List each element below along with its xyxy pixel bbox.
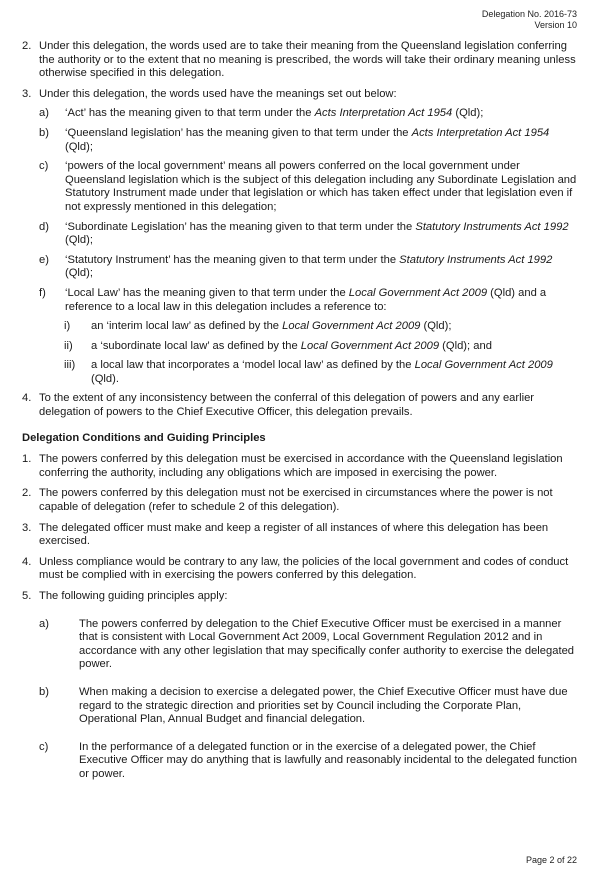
definition-a: a) ‘Act’ has the meaning given to that term under the Acts Interpretation Act 1954 (Qld); [39, 107, 484, 120]
definition-f-i: i) an ‘interim local law’ as defined by the Local Government Act 2009 (Qld); [64, 320, 452, 333]
condition-item: 4. Unless compliance would be contrary to any law, the policies of the local government and codes of conduct must be complied with in exercising the powers conferred by this delegation. [22, 555, 569, 582]
definition-f: f) ‘Local Law’ has the meaning given to that term under the Local Government Act 2009 (Qld) and a reference to a local law in this delegation includes a reference to: [39, 286, 547, 313]
guiding-principle: a) The powers conferred by delegation to the Chief Executive Officer must be exercised in a manner that is consistent with Local Government Act 2009, Local Government Regulation 2012 and in accordance with any other legislation that may specifically confer authority to exercise the delegated power. [39, 617, 575, 671]
definition-item-2: 2. Under this delegation, the words used are to take their meaning from the Queensland legislation conferring the authority or to the extent that no meaning is prescribed, the words will take their ordinary meaning unless otherwise specified in this delegation. [22, 40, 576, 80]
condition-item: 1. The powers conferred by this delegation must be exercised in accordance with the Queensland legislation conferring the authority, including any obligations which are imposed in exercising the power. [22, 453, 563, 479]
guiding-principle: c) In the performance of a delegated function or in the exercise of a delegated power, the Chief Executive Officer may do anything that is lawfully and reasonably incidental to the delegated function or power. [39, 740, 577, 780]
section-heading: Delegation Conditions and Guiding Principles [22, 431, 266, 444]
definition-f-ii: ii) a ‘subordinate local law’ as defined by the Local Government Act 2009 (Qld); and [64, 339, 492, 352]
guiding-principle: b) When making a decision to exercise a delegated power, the Chief Executive Officer must have due regard to the strategic direction and priorities set by Council including the Corporate Plan, Operational Plan, Annual Budget and financial delegation. [39, 685, 568, 726]
definition-e: e) ‘Statutory Instrument’ has the meaning given to that term under the Statutory Instruments Act 1992 (Qld); [39, 253, 553, 280]
delegation-number: Delegation No. 2016-73 [481, 9, 577, 19]
condition-item: 5. The following guiding principles apply: [22, 590, 228, 602]
definition-item-3: 3. Under this delegation, the words used have the meanings set out below: [22, 87, 397, 100]
definition-item-4: 4. To the extent of any inconsistency between the conferral of this delegation of powers and any earlier delegation of powers to the Chief Executive Officer, this delegation prevails. [22, 392, 535, 419]
document-body [22, 40, 578, 796]
definition-b: b) ‘Queensland legislation’ has the meaning given to that term under the Acts Interpretation Act 1954 (Qld); [39, 126, 550, 153]
definition-d: d) ‘Subordinate Legislation’ has the meaning given to that term under the Statutory Instruments Act 1992 (Qld); [39, 220, 569, 247]
definition-f-iii: iii) a local law that incorporates a ‘model local law’ as defined by the Local Government Act 2009 (Qld). [64, 359, 553, 385]
condition-item: 2. The powers conferred by this delegation must not be exercised in circumstances where the power is not capable of delegation (refer to schedule 2 of this delegation). [22, 487, 553, 514]
page-number: Page 2 of 22 [525, 855, 577, 865]
condition-item: 3. The delegated officer must make and keep a register of all instances of where this delegation has been exercised. [22, 521, 549, 548]
version-label: Version 10 [534, 20, 577, 30]
page-header [482, 9, 577, 31]
definition-c: c) ‘powers of the local government’ means all powers conferred on the local government under Queensland legislation which is the subject of this delegation including any Subordinate Legislation and Statutory Instrument made under that legislation or which has taken effect under that legislation even if not expressly mentioned in this delegation; [39, 160, 577, 213]
